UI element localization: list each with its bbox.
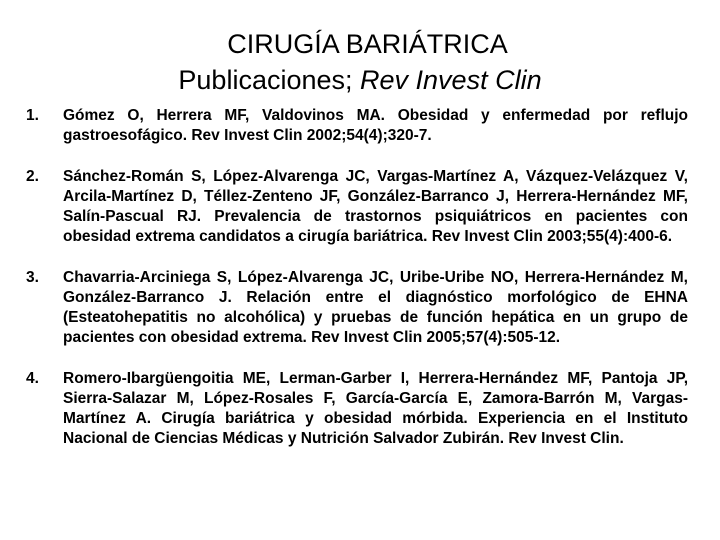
reference-item-2 <box>26 167 688 247</box>
reference-number: 3. <box>26 269 39 286</box>
reference-number: 2. <box>26 168 39 185</box>
reference-text: Gómez O, Herrera MF, Valdovinos MA. Obesidad y enfermedad por reflujo gastroesofágico. Rev Invest Clin 2002;54(4);320-7. <box>63 107 688 144</box>
slide-title <box>0 26 720 98</box>
reference-text: Sánchez-Román S, López-Alvarenga JC, Vargas-Martínez A, Vázquez-Velázquez V, Arcila-Martínez D, Téllez-Zenteno JF, González-Barranco J, Herrera-Hernández MF, Salín-Pascual RJ. Prevalencia de trastornos psiquiátricos en pacientes con obesidad extrema candidatos a cirugía bariátrica. Rev Invest Clin 2003;55(4):400-6. <box>63 168 688 245</box>
reference-text: Romero-Ibargüengoitia ME, Lerman-Garber I, Herrera-Hernández MF, Pantoja JP, Sierra-Salazar M, López-Rosales F, García-García E, Zamora-Barrón M, Vargas-Martínez A. Cirugía bariátrica y obesidad mórbida. Experiencia en el Instituto Nacional de Ciencias Médicas y Nutrición Salvador Zubirán. Rev Invest Clin. <box>63 370 688 447</box>
reference-item-4 <box>26 369 688 449</box>
reference-list <box>26 106 688 470</box>
title-subtitle-plain: Publicaciones; <box>178 65 361 95</box>
title-subtitle-journal: Rev Invest Clin <box>360 65 542 95</box>
reference-item-1 <box>26 106 688 146</box>
reference-number: 4. <box>26 370 39 387</box>
reference-number: 1. <box>26 107 39 124</box>
reference-item-3 <box>26 268 688 348</box>
title-main: CIRUGÍA BARIÁTRICA <box>227 29 508 59</box>
title-subtitle <box>0 62 720 98</box>
reference-text: Chavarria-Arciniega S, López-Alvarenga JC, Uribe-Uribe NO, Herrera-Hernández M, González-Barranco J. Relación entre el diagnóstico morfológico de EHNA (Esteatohepatitis no alcohólica) y pruebas de función hepática en un grupo de pacientes con obesidad extrema. Rev Invest Clin 2005;57(4):505-12. <box>63 269 688 346</box>
